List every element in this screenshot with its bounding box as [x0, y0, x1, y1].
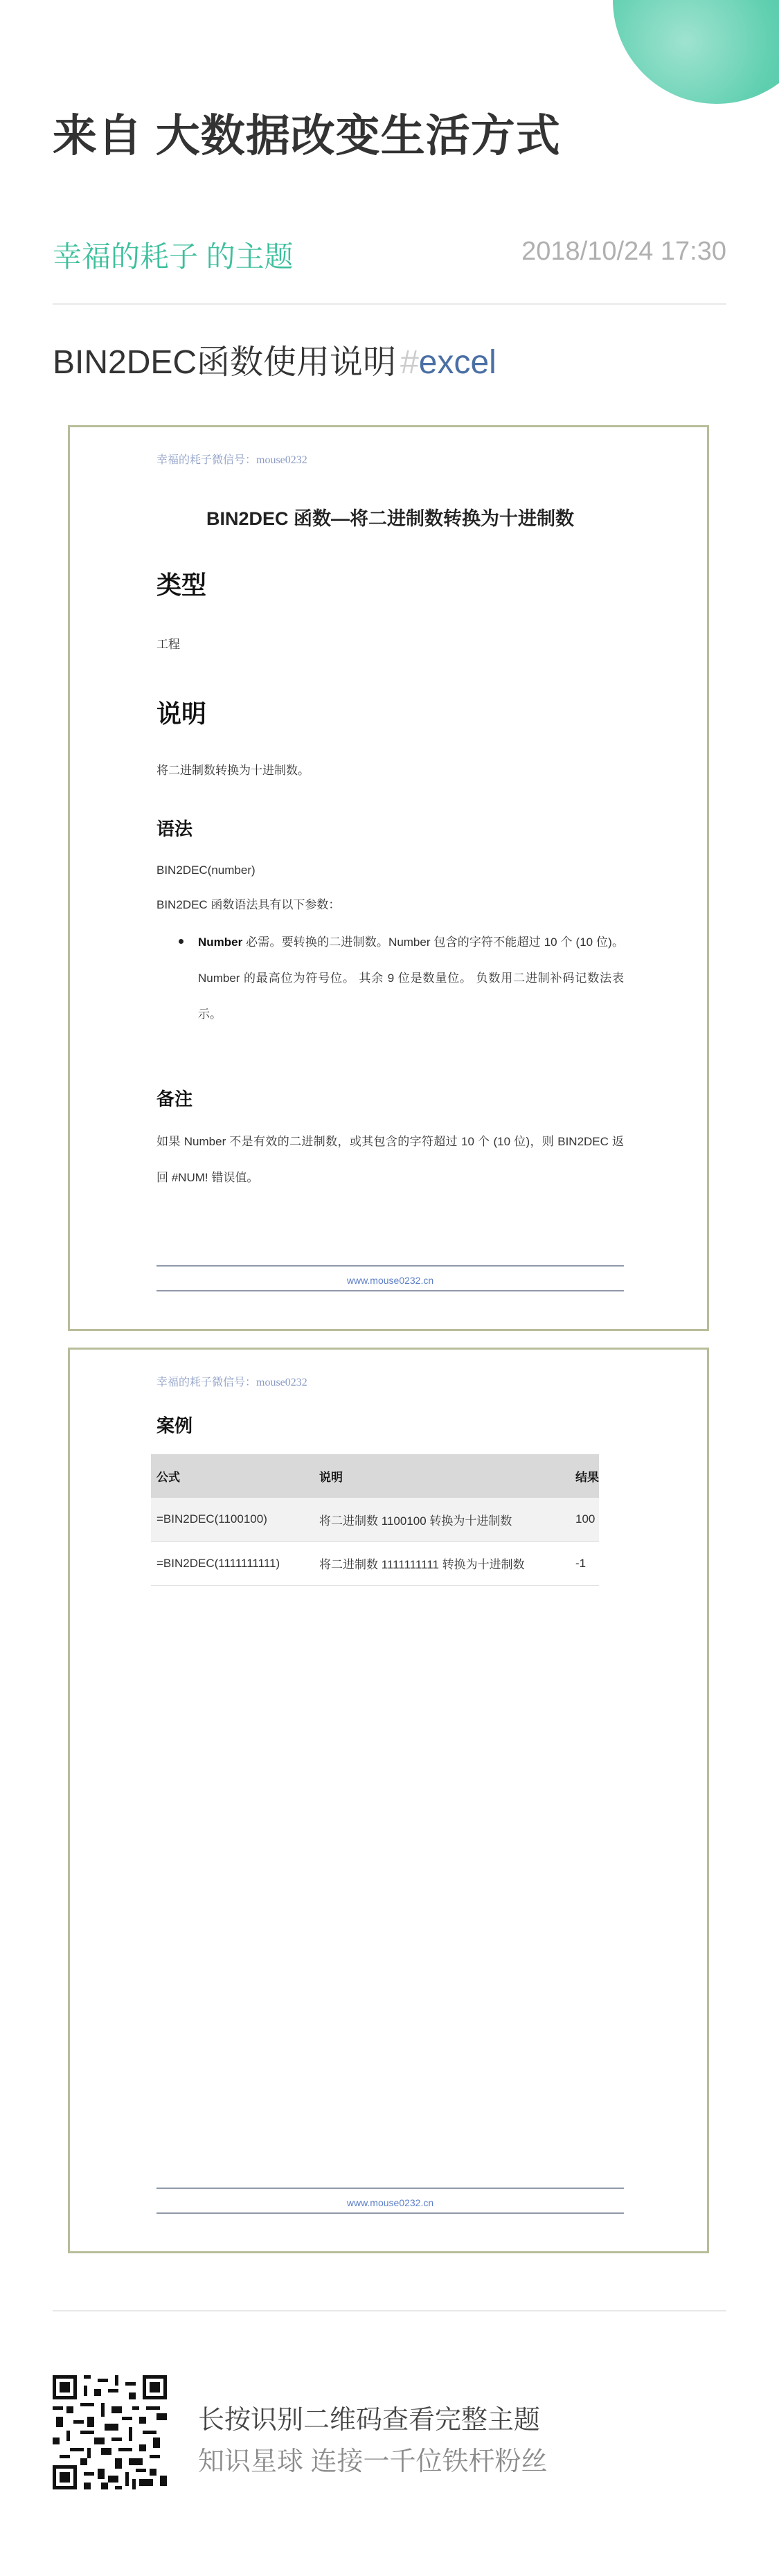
syntax-params-intro: BIN2DEC 函数语法具有以下参数： — [156, 898, 341, 911]
examples-table — [151, 1454, 599, 1586]
description-text: 将二进制数转换为十进制数。 — [156, 764, 310, 777]
notes-text: 如果 Number 不是有效的二进制数，或其包含的字符超过 10 个 (10 位)，则 BIN2DEC 返回 #NUM! 错误值。 — [156, 1135, 624, 1184]
footer-rule — [156, 1290, 624, 1291]
table-header-row — [151, 1454, 599, 1498]
notes-heading: 备注 — [156, 1089, 193, 1109]
bullet-icon — [179, 939, 183, 944]
table-cell: 100 — [570, 1498, 599, 1541]
table-row — [151, 1541, 599, 1585]
param-description — [198, 924, 624, 1032]
table-cell: -1 — [570, 1541, 599, 1585]
footer-rule — [156, 2188, 624, 2189]
column-header: 说明 — [314, 1454, 570, 1498]
wechat-id-label: 幸福的耗子微信号：mouse0232 — [156, 454, 307, 466]
param-name: Number — [198, 936, 243, 949]
param-text: 必需。要转换的二进制数。Number 包含的字符不能超过 10 个 (10 位)。 Number 的最高位为符号位。 其余 9 位是数量位。 负数用二进制补码记数法表示。 — [198, 936, 624, 1021]
column-header: 结果 — [570, 1454, 599, 1498]
footer-rule — [156, 2212, 624, 2214]
cta-secondary-text: 知识星球 连接一千位铁杆粉丝 — [198, 2447, 548, 2476]
table-cell: =BIN2DEC(1111111111) — [151, 1541, 314, 1585]
description-heading: 说明 — [156, 699, 207, 728]
meta-row — [53, 234, 726, 276]
document-page-2 — [68, 1348, 709, 2253]
doc-heading: BIN2DEC 函数—将二进制数转换为十进制数 — [206, 508, 575, 529]
cta-primary-text: 长按识别二维码查看完整主题 — [198, 2406, 541, 2435]
author-link[interactable]: 幸福的耗子 的主题 — [53, 240, 294, 273]
syntax-heading: 语法 — [156, 819, 193, 839]
divider — [53, 303, 726, 305]
type-value: 工程 — [156, 638, 180, 651]
table-cell: 将二进制数 1111111111 转换为十进制数 — [314, 1541, 570, 1585]
hashtag-icon: # — [400, 344, 419, 381]
table-row — [151, 1498, 599, 1541]
footer-rule — [156, 1265, 624, 1267]
wechat-id-label: 幸福的耗子微信号：mouse0232 — [156, 1377, 307, 1388]
syntax-line: BIN2DEC(number) — [156, 864, 256, 877]
footer-site: www.mouse0232.cn — [346, 1275, 434, 1286]
type-heading: 类型 — [156, 571, 207, 599]
qr-code-icon[interactable] — [53, 2375, 167, 2489]
divider — [53, 2310, 726, 2311]
table-cell: 将二进制数 1100100 转换为十进制数 — [314, 1498, 570, 1541]
document-page-1 — [68, 425, 709, 1331]
column-header: 公式 — [151, 1454, 314, 1498]
table-cell: =BIN2DEC(1100100) — [151, 1498, 314, 1541]
timestamp: 2018/10/24 17:30 — [521, 237, 726, 266]
corner-decoration — [613, 0, 779, 104]
examples-heading: 案例 — [156, 1415, 193, 1436]
topic-title-text: BIN2DEC函数使用说明 — [53, 344, 397, 381]
page-title: 来自 大数据改变生活方式 — [53, 111, 561, 161]
topic-title — [53, 335, 496, 383]
topic-tag-link[interactable]: excel — [418, 344, 496, 381]
footer-site: www.mouse0232.cn — [346, 2197, 434, 2208]
